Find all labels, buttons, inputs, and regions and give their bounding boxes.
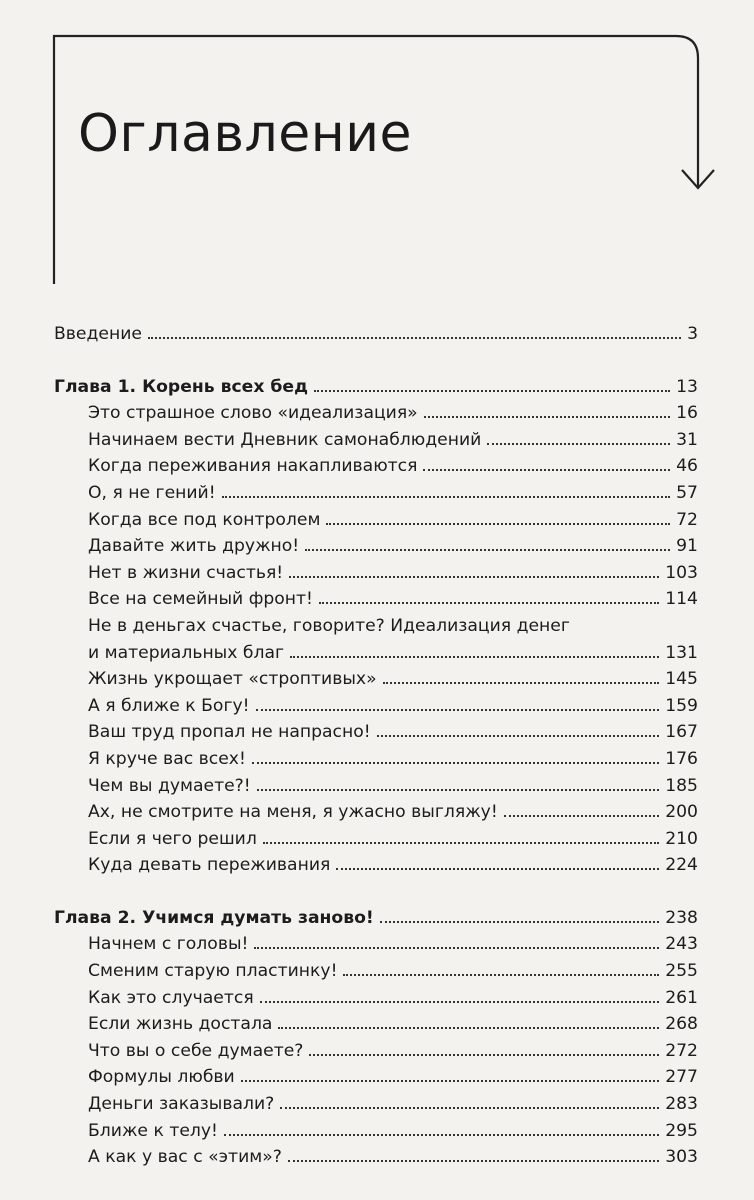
toc-entry bbox=[54, 1067, 698, 1094]
toc-entry bbox=[54, 749, 698, 776]
entry-title: Нет в жизни счастья! bbox=[88, 562, 284, 583]
toc-entry bbox=[54, 430, 698, 457]
entry-title: А как у вас с «этим»? bbox=[88, 1147, 282, 1168]
page-number: 72 bbox=[676, 509, 698, 530]
toc-entry bbox=[54, 536, 698, 563]
toc-entry bbox=[54, 669, 698, 696]
toc-entry bbox=[54, 589, 698, 616]
toc-entry bbox=[54, 961, 698, 988]
entry-title: Не в деньгах счастье, говорите? Идеализация денег bbox=[88, 615, 570, 636]
toc-entry bbox=[54, 1014, 698, 1041]
dot-leader bbox=[424, 416, 670, 418]
dot-leader bbox=[289, 576, 659, 578]
dot-leader bbox=[288, 1160, 659, 1162]
dot-leader bbox=[309, 1054, 659, 1056]
entry-title: Куда девать переживания bbox=[88, 855, 331, 876]
entry-title: Ах, не смотрите на меня, я ужасно выгляжу! bbox=[88, 802, 498, 823]
entry-title: Когда переживания накапливаются bbox=[88, 456, 418, 477]
dot-leader bbox=[314, 390, 670, 392]
dot-leader bbox=[383, 682, 660, 684]
dot-leader bbox=[326, 523, 670, 525]
toc-entry bbox=[54, 829, 698, 856]
entry-title: Жизнь укрощает «строптивых» bbox=[88, 669, 377, 690]
entry-title: О, я не гений! bbox=[88, 482, 216, 503]
toc-entry bbox=[54, 456, 698, 483]
toc-entry bbox=[54, 696, 698, 723]
page-number: 131 bbox=[665, 642, 698, 663]
dot-leader bbox=[290, 656, 659, 658]
toc-entry bbox=[54, 643, 698, 670]
page-number: 185 bbox=[665, 775, 698, 796]
entry-title: Что вы о себе думаете? bbox=[88, 1040, 304, 1061]
page-number: 303 bbox=[665, 1147, 698, 1168]
chapter-title: Глава 2. Учимся думать заново! bbox=[54, 907, 374, 928]
page-number: 200 bbox=[665, 802, 698, 823]
entry-title: Начинаем вести Дневник самонаблюдений bbox=[88, 429, 482, 450]
page-number: 224 bbox=[665, 855, 698, 876]
dot-leader bbox=[222, 496, 671, 498]
toc-entry bbox=[54, 483, 698, 510]
page-title: Оглавление bbox=[78, 104, 413, 164]
dot-leader bbox=[319, 602, 659, 604]
toc-chapter bbox=[54, 377, 698, 404]
dot-leader bbox=[254, 947, 659, 949]
dot-leader bbox=[257, 789, 660, 791]
dot-leader bbox=[148, 337, 681, 339]
dot-leader bbox=[256, 709, 660, 711]
entry-title-continued: и материальных благ bbox=[88, 642, 285, 663]
page-number: 210 bbox=[665, 828, 698, 849]
page-number: 167 bbox=[665, 722, 698, 743]
toc-entry bbox=[54, 1094, 698, 1121]
entry-title: Сменим старую пластинку! bbox=[88, 961, 338, 982]
dot-leader bbox=[377, 735, 660, 737]
entry-title: А я ближе к Богу! bbox=[88, 695, 250, 716]
toc-entry bbox=[54, 776, 698, 803]
toc-entry bbox=[54, 563, 698, 590]
dot-leader bbox=[336, 868, 659, 870]
toc-entry bbox=[54, 1121, 698, 1148]
dot-leader bbox=[252, 762, 659, 764]
page-number: 295 bbox=[665, 1120, 698, 1141]
entry-title: Чем вы думаете?! bbox=[88, 775, 251, 796]
toc-entry bbox=[54, 324, 698, 351]
page-number: 283 bbox=[665, 1094, 698, 1115]
dot-leader bbox=[380, 921, 659, 923]
toc-entry bbox=[54, 403, 698, 430]
dot-leader bbox=[260, 1001, 660, 1003]
dot-leader bbox=[504, 815, 659, 817]
page-number: 91 bbox=[676, 536, 698, 557]
entry-title: Если жизнь достала bbox=[88, 1014, 273, 1035]
page-number: 176 bbox=[665, 748, 698, 769]
toc-entry bbox=[54, 1147, 698, 1174]
dot-leader bbox=[241, 1080, 659, 1082]
entry-title: Введение bbox=[54, 324, 142, 344]
page-number: 57 bbox=[676, 482, 698, 503]
toc-entry bbox=[54, 934, 698, 961]
entry-title: Деньги заказывали? bbox=[88, 1094, 275, 1115]
page-number: 159 bbox=[665, 695, 698, 716]
page-number: 268 bbox=[665, 1014, 698, 1035]
page-number: 46 bbox=[676, 456, 698, 477]
dot-leader bbox=[487, 443, 670, 445]
entry-title: Формулы любви bbox=[88, 1067, 235, 1088]
dot-leader bbox=[423, 469, 670, 471]
toc-entry bbox=[54, 855, 698, 882]
entry-title: Если я чего решил bbox=[88, 828, 257, 849]
show-through-print bbox=[470, 118, 740, 228]
entry-title: Давайте жить дружно! bbox=[88, 536, 300, 557]
chapter-title: Глава 1. Корень всех бед bbox=[54, 376, 308, 397]
dot-leader bbox=[224, 1134, 659, 1136]
entry-title: Все на семейный фронт! bbox=[88, 589, 313, 610]
page-number: 272 bbox=[665, 1040, 698, 1061]
toc-entry bbox=[54, 1041, 698, 1068]
page-number: 255 bbox=[665, 961, 698, 982]
entry-title: Начнем с головы! bbox=[88, 934, 249, 955]
dot-leader bbox=[305, 549, 670, 551]
page-number: 31 bbox=[676, 429, 698, 450]
page-number: 13 bbox=[676, 376, 698, 397]
page-number: 114 bbox=[665, 589, 698, 610]
entry-title: Когда все под контролем bbox=[88, 509, 321, 530]
page-number: 103 bbox=[665, 562, 698, 583]
entry-title: Как это случается bbox=[88, 987, 254, 1008]
page-number: 3 bbox=[687, 324, 698, 344]
table-of-contents bbox=[54, 324, 698, 1174]
dot-leader bbox=[280, 1107, 659, 1109]
dot-leader bbox=[263, 842, 659, 844]
toc-entry bbox=[54, 988, 698, 1015]
page-number: 277 bbox=[665, 1067, 698, 1088]
page-number: 16 bbox=[676, 403, 698, 424]
toc-entry bbox=[54, 802, 698, 829]
page-number: 145 bbox=[665, 669, 698, 690]
dot-leader bbox=[343, 974, 659, 976]
toc-entry-first-line bbox=[54, 616, 698, 643]
toc-entry bbox=[54, 510, 698, 537]
entry-title: Ближе к телу! bbox=[88, 1120, 218, 1141]
toc-chapter bbox=[54, 908, 698, 935]
page-number: 261 bbox=[665, 987, 698, 1008]
page-number: 238 bbox=[665, 907, 698, 928]
entry-title: Это страшное слово «идеализация» bbox=[88, 403, 418, 424]
dot-leader bbox=[278, 1027, 659, 1029]
entry-title: Ваш труд пропал не напрасно! bbox=[88, 722, 371, 743]
entry-title: Я круче вас всех! bbox=[88, 748, 246, 769]
toc-entry bbox=[54, 722, 698, 749]
page-number: 243 bbox=[665, 934, 698, 955]
